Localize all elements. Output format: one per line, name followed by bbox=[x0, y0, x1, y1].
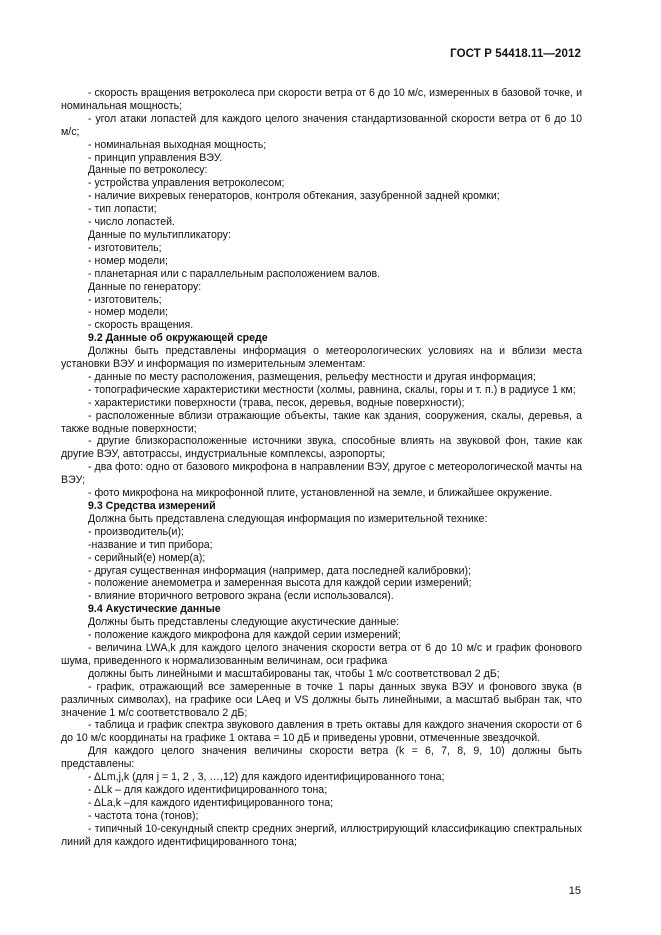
paragraph: - планетарная или с параллельным расположением валов. bbox=[88, 267, 381, 280]
paragraph: Данные по генератору: bbox=[88, 280, 202, 293]
paragraph: - характеристики поверхности (трава, песок, деревья, водные поверхности); bbox=[88, 396, 465, 409]
section-heading: 9.2 Данные об окружающей среде bbox=[88, 332, 268, 345]
paragraph: - данные по месту расположения, размещения, рельефу местности и другая информация; bbox=[88, 370, 536, 383]
paragraph: - фото микрофона на микрофонной плите, установленной на земле, и ближайшее окружение. bbox=[88, 487, 553, 500]
paragraph: - ΔLm,j,k (для j = 1, 2 , 3, …,12) для каждого идентифицированного тона; bbox=[88, 771, 445, 784]
paragraph: - величина LWA,k для каждого целого значения скорости ветра от 6 до 10 м/с и график фонового шума, приведенного к нормализованным величинам, оси графика bbox=[61, 641, 582, 667]
document-header: ГОСТ Р 54418.11—2012 bbox=[450, 48, 581, 60]
paragraph: Должны быть представлены следующие акустические данные: bbox=[88, 616, 400, 629]
section-heading: 9.4 Акустические данные bbox=[88, 603, 221, 616]
paragraph: - расположенные вблизи отражающие объекты, такие как здания, сооружения, скалы, деревья, а также водные поверхности; bbox=[61, 409, 582, 435]
paragraph: - влияние вторичного ветрового экрана (если использовался). bbox=[88, 590, 394, 603]
paragraph: Данные по ветроколесу: bbox=[88, 164, 208, 177]
paragraph: - положение каждого микрофона для каждой серии измерений; bbox=[88, 629, 401, 642]
paragraph: - скорость вращения ветроколеса при скорости ветра от 6 до 10 м/с, измеренных в базовой точке, и номинальная мощность; bbox=[61, 87, 582, 112]
paragraph: Должны быть представлены информация о метеорологических условиях на и вблизи места установки ВЭУ и информация по измерительным элементам: bbox=[61, 345, 582, 371]
paragraph: -название и тип прибора; bbox=[88, 538, 213, 551]
paragraph: - изготовитель; bbox=[88, 293, 162, 306]
paragraph: - ΔLk – для каждого идентифицированного тона; bbox=[88, 783, 328, 796]
paragraph: - типичный 10-секундный спектр средних энергий, иллюстрирующий классификацию спектральных линий для каждого идентифицированного тона; bbox=[61, 822, 582, 848]
paragraph: - топографические характеристики местности (холмы, равнина, скалы, горы и т. п.) в радиусе 1 км; bbox=[88, 383, 576, 396]
paragraph: - график, отражающий все замеренные в точке 1 пары данных звука ВЭУ и фонового звука (в различных символах), на графике оси LAeq и VS должны быть линейными, а масштаб выбран так, что значение 1 м/с соответствовало 2 дБ; bbox=[61, 680, 582, 719]
paragraph: - скорость вращения. bbox=[88, 319, 194, 332]
paragraph: - номер модели; bbox=[88, 306, 168, 319]
paragraph: - число лопастей. bbox=[88, 216, 175, 229]
paragraph: - положение анемометра и замеренная высота для каждой серии измерений; bbox=[88, 577, 472, 590]
paragraph: должны быть линейными и масштабированы так, чтобы 1 м/с соответствовал 2 дБ; bbox=[88, 667, 500, 680]
paragraph: - частота тона (тонов); bbox=[88, 809, 199, 822]
paragraph: - номинальная выходная мощность; bbox=[88, 138, 267, 151]
section-heading: 9.3 Средства измерений bbox=[88, 500, 216, 512]
paragraph: - наличие вихревых генераторов, контроля обтекания, зазубренной задней кромки; bbox=[88, 190, 500, 203]
paragraph: - таблица и график спектра звукового давления в треть октавы для каждого значения скорости от 6 до 10 м/с координаты на графике 1 октава = 10 дБ и приведены уровни, отмеченные звездочкой. bbox=[61, 719, 582, 745]
paragraph: - номер модели; bbox=[88, 254, 168, 267]
paragraph: - угол атаки лопастей для каждого целого значения стандартизованной скорости ветра от 6 до 10 м/с; bbox=[61, 112, 582, 138]
paragraph: - другие близкорасположенные источники звука, способные влиять на звуковой фон, такие как другие ВЭУ, автотрассы, индустриальные комплексы, аэропорты; bbox=[61, 435, 582, 461]
paragraph: Данные по мультипликатору: bbox=[88, 228, 231, 241]
paragraph: - устройства управления ветроколесом; bbox=[88, 177, 285, 190]
page-number: 15 bbox=[568, 885, 581, 897]
paragraph: Должна быть представлена следующая информация по измерительной технике: bbox=[88, 512, 488, 525]
paragraph: - два фото: одно от базового микрофона в направлении ВЭУ, другое с метеорологической мачты на ВЭУ; bbox=[61, 461, 582, 487]
paragraph: - принцип управления ВЭУ. bbox=[88, 151, 223, 164]
paragraph: - тип лопасти; bbox=[88, 203, 157, 216]
paragraph: - серийный(е) номер(а); bbox=[88, 551, 206, 564]
document-body bbox=[61, 87, 582, 848]
paragraph: - производитель(и); bbox=[88, 525, 184, 538]
paragraph: - ΔLa,k –для каждого идентифицированного тона; bbox=[88, 796, 334, 809]
paragraph: Для каждого целого значения величины скорости ветра (k = 6, 7, 8, 9, 10) должны быть представлены: bbox=[61, 745, 582, 771]
paragraph: - другая существенная информация (например, дата последней калибровки); bbox=[88, 564, 472, 577]
paragraph: - изготовитель; bbox=[88, 241, 162, 254]
